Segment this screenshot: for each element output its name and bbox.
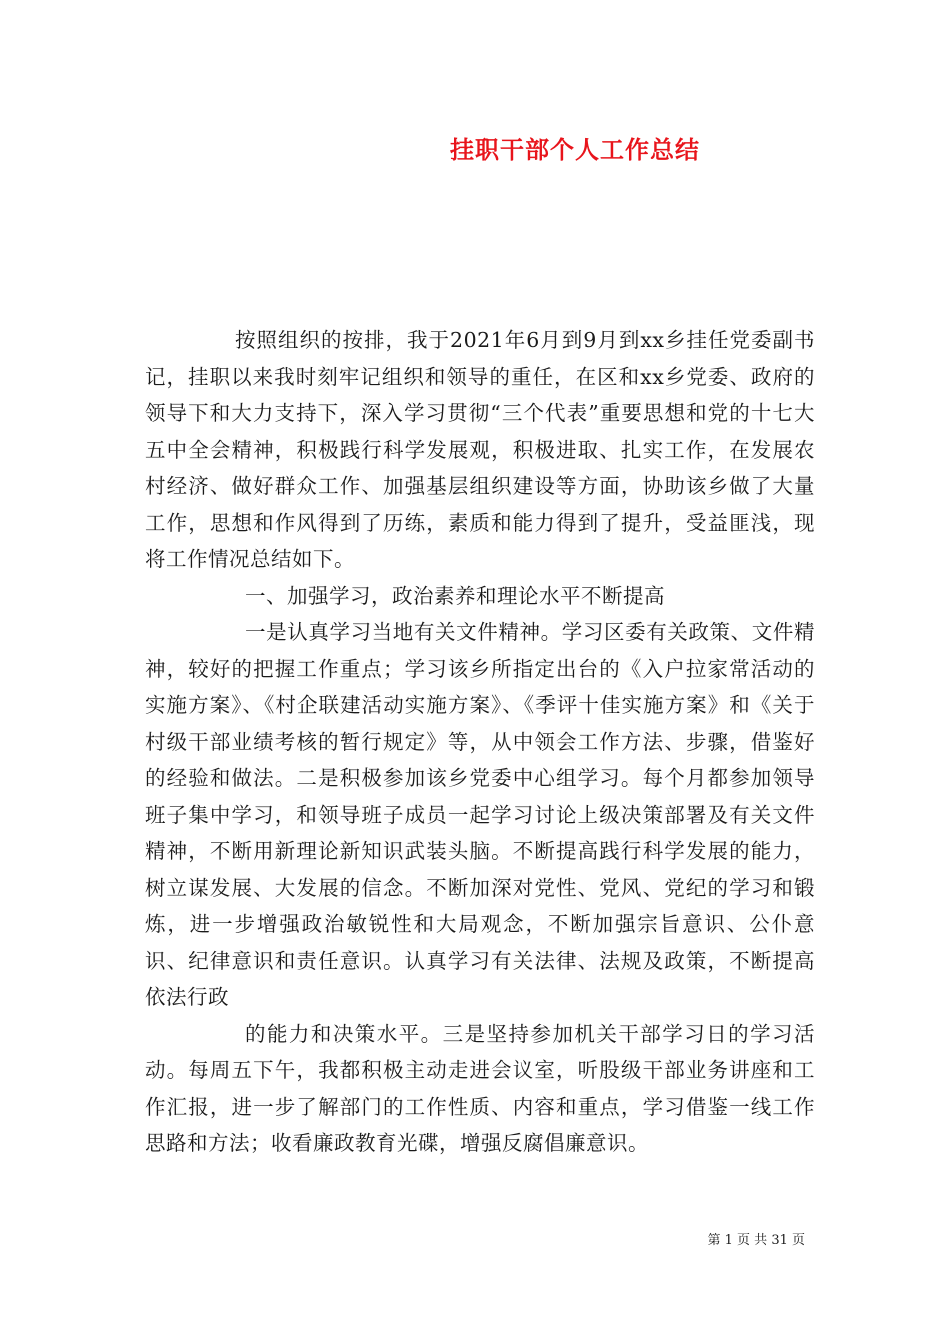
section-heading-1: 一、加强学习，政治素养和理论水平不断提高 xyxy=(245,583,665,608)
document-title: 挂职干部个人工作总结 xyxy=(450,136,700,164)
paragraph-study-continued: 的能力和决策水平。三是坚持参加机关干部学习日的学习活动。每周五下午，我都积极主动走进会议室，听股级干部业务讲座和工作汇报，进一步了解部门的工作性质、内容和重点，学习借鉴一线工作思路和方法；收看廉政教育光碟，增强反腐倡廉意识。 xyxy=(145,1021,815,1155)
page-number-footer: 第 1 页 共 31 页 xyxy=(707,1233,805,1248)
paragraph-study: 一是认真学习当地有关文件精神。学习区委有关政策、文件精神，较好的把握工作重点；学习该乡所指定出台的《入户拉家常活动的实施方案》、《村企联建活动实施方案》、《季评十佳实施方案》和《关于村级干部业绩考核的暂行规定》等，从中领会工作方法、步骤，借鉴好的经验和做法。二是积极参加该乡党委中心组学习。每个月都参加领导班子集中学习，和领导班子成员一起学习讨论上级决策部署及有关文件精神，不断用新理论新知识武装头脑。不断提高践行科学发展的能力，树立谋发展、大发展的信念。不断加深对党性、党风、党纪的学习和锻炼，进一步增强政治敏锐性和大局观念，不断加强宗旨意识、公仆意识、纪律意识和责任意识。认真学习有关法律、法规及政策，不断提高依法行政 xyxy=(145,620,815,1009)
document-body xyxy=(145,322,815,1162)
paragraph-intro: 按照组织的按排，我于2021年6月到9月到xx乡挂任党委副书记，挂职以来我时刻牢记组织和领导的重任，在区和xx乡党委、政府的领导下和大力支持下，深入学习贯彻“三个代表”重要思想和党的十七大五中全会精神，积极践行科学发展观，积极进取、扎实工作，在发展农村经济、做好群众工作、加强基层组织建设等方面，协助该乡做了大量工作，思想和作风得到了历练，素质和能力得到了提升，受益匪浅，现将工作情况总结如下。 xyxy=(145,328,815,571)
